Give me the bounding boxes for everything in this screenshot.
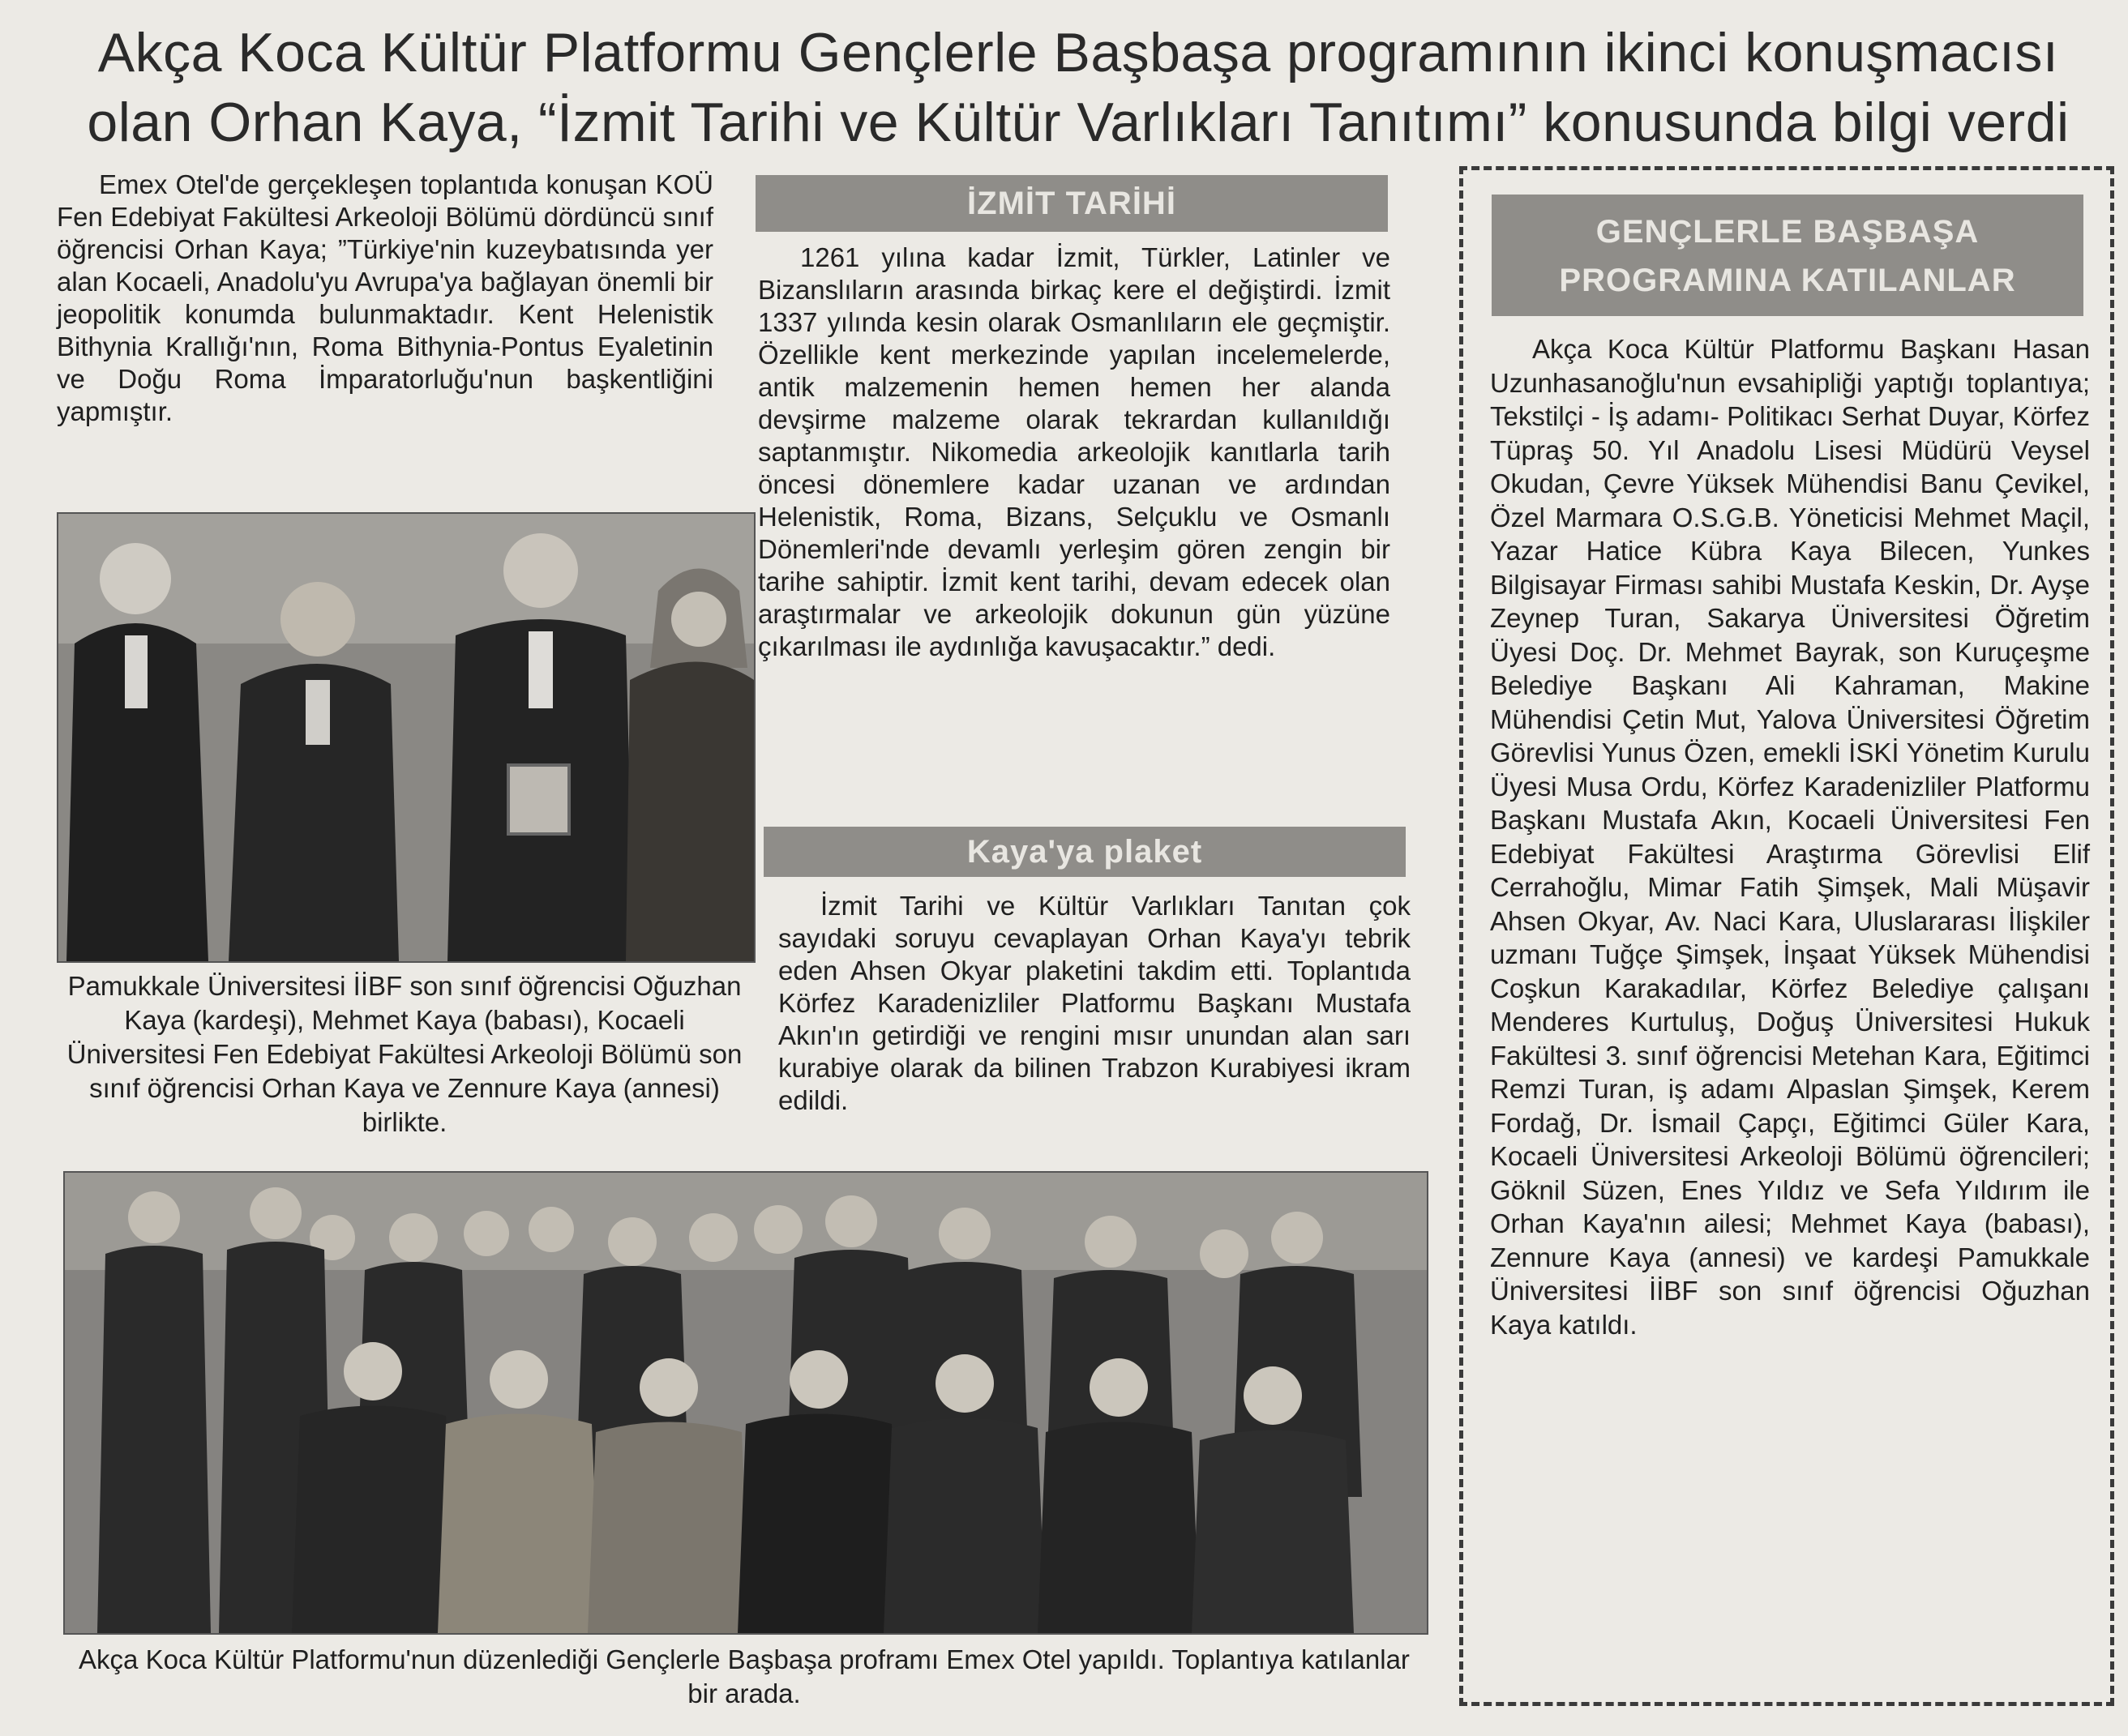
headline-line-1: Akça Koca Kültür Platformu Gençlerle Başbaşa programının ikinci konuşmacısı — [97, 22, 2059, 83]
participants-heading-line-1: GENÇLERLE BAŞBAŞA — [1595, 214, 1980, 250]
family-photo-caption: Pamukkale Üniversitesi İİBF son sınıf öğrencisi Oğuzhan Kaya (kardeşi), Mehmet Kaya (babası), Kocaeli Üniversitesi Fen Edebiyat Fakültesi Arkeoloji Bölümü son sınıf öğrencisi Orhan Kaya ve Zennure Kaya (annesi) birlikte. — [66, 971, 743, 1137]
intro-paragraph: Emex Otel'de gerçekleşen toplantıda konuşan KOÜ Fen Edebiyat Fakültesi Arkeoloji Bölümü dördüncü sınıf öğrencisi Orhan Kaya; ”Türkiye'nin kuzeybatısında yer alan Kocaeli, Anadolu'yu Avrupa'ya bağlayan önemli bir jeopolitik konumda bulunmaktadır. Kent Helenistik Bithynia Krallığı'nın, Roma Bithynia-Pontus Eyaletinin ve Doğu Roma İmparatorluğu'nun başkentliğini yapmıştır. — [57, 169, 713, 426]
participants-paragraph: Akça Koca Kültür Platformu Başkanı Hasan Uzunhasanoğlu'nun evsahipliği yaptığı toplantıya; Tekstilçi - İş adamı- Politikacı Serhat Duyar, Körfez Tüpraş 50. Yıl Anadolu Lisesi Müdürü Veysel Okudan, Çevre Yüksek Mühendisi Banu Çevikel, Özel Marmara O.S.G.B. Yöneticisi Mehmet Maçil, Yazar Hatice Kübra Kaya Bilecen, Yunkes Bilgisayar Firması sahibi Mustafa Keskin, Dr. Ayşe Zeynep Turan, Sakarya Üniversitesi Öğretim Üyesi Doç. Dr. Mehmet Bayrak, son Kuruçeşme Belediye Başkanı Ali Kahraman, Makine Mühendisi Çetin Mut, Yalova Üniversitesi Öğretim Görevlisi Yunus Özen, emekli İSKİ Yönetim Kurulu Üyesi Musa Ordu, Körfez Karadenizliler Platformu Başkanı Mustafa Akın, Kocaeli Üniversitesi Fen Edebiyat Fakültesi Araştırma Görevlisi Elif Cerrahoğlu, Mimar Fatih Şimşek, Mali Müşavir Ahsen Okyar, Av. Naci Kara, Uluslararası İlişkiler uzmanı Tuğçe Şimşek, İnşaat Yüksek Mühendisi Coşkun Karakadılar, Körfez Belediye çalışanı Menderes Kurtuluş, Doğuş Üniversitesi Hukuk Fakültesi 3. sınıf öğrencisi Metehan Kara, Eğitimci Remzi Turan, iş adamı Alpaslan Şimşek, Kerem Fordağ, Dr. İsmail Çapçı, Eğitimci Güler Kara, Kocaeli Üniversitesi Arkeoloji Bölümü öğrencileri; Göknil Süzen, Enes Yıldız ve Sefa Yıldırım ile Orhan Kaya'nın ailesi; Mehmet Kaya (babası), Zennure Kaya (annesi) ve kardeşi Pamukkale Üniversitesi İİBF son sınıf öğrencisi Oğuzhan Kaya katıldı. — [1490, 334, 2090, 1340]
plaket-paragraph: İzmit Tarihi ve Kültür Varlıkları Tanıtan çok sayıdaki soruyu cevaplayan Orhan Kaya'yı tebrik eden Ahsen Okyar plaketini takdim etti. Toplantıda Körfez Karadenizliler Platformu Başkanı Mustafa Akın'ın getirdiği ve rengini mısır unundan alan sarı kurabiye olarak da bilinen Trabzon Kurabiyesi ikram edildi. — [778, 891, 1411, 1115]
intro-column — [57, 169, 713, 428]
group-photo-illustration — [65, 1173, 1427, 1633]
headline-line-2: olan Orhan Kaya, “İzmit Tarihi ve Kültür Varlıkları Tanıtımı” konusunda bilgi verdi — [87, 92, 2070, 153]
participants-column — [1490, 332, 2090, 1341]
headline — [49, 18, 2108, 157]
family-photo-illustration — [58, 514, 754, 961]
plaket-column — [778, 890, 1411, 1117]
izmit-tarihi-column — [758, 242, 1390, 663]
family-photo — [57, 512, 756, 963]
plaket-heading: Kaya'ya plaket — [764, 827, 1406, 877]
participants-heading — [1492, 195, 2083, 316]
group-photo — [63, 1171, 1428, 1635]
izmit-tarihi-paragraph: 1261 yılına kadar İzmit, Türkler, Latinler ve Bizanslıların arasında birkaç kere el değiştirdi. İzmit 1337 yılında kesin olarak Osmanlıların ele geçmiştir. Özellikle kent merkezinde yapılan incelemelerde, antik malzemenin hemen hemen her alanda devşirme malzeme olarak tekrardan kullanıldığı saptanmıştır. Nikomedia arkeolojik kanıtlarla tarih öncesi dönemlere kadar uzanan ve ardından Helenistik, Roma, Bizans, Selçuklu ve Osmanlı Dönemleri'nde devamlı yerleşim gören zengin bir tarihe sahiptir. İzmit kent tarihi, devam edecek olan araştırmalar ve arkeolojik dokunun gün yüzüne çıkarılması ile aydınlığa kavuşacaktır.” dedi. — [758, 242, 1390, 661]
izmit-tarihi-heading: İZMİT TARİHİ — [756, 175, 1388, 232]
group-photo-caption: Akça Koca Kültür Platformu'nun düzenlediği Gençlerle Başbaşa proframı Emex Otel yapıldı. Toplantıya katılanlar bir arada. — [79, 1644, 1410, 1708]
participants-heading-line-2: PROGRAMINA KATILANLAR — [1559, 263, 2016, 298]
